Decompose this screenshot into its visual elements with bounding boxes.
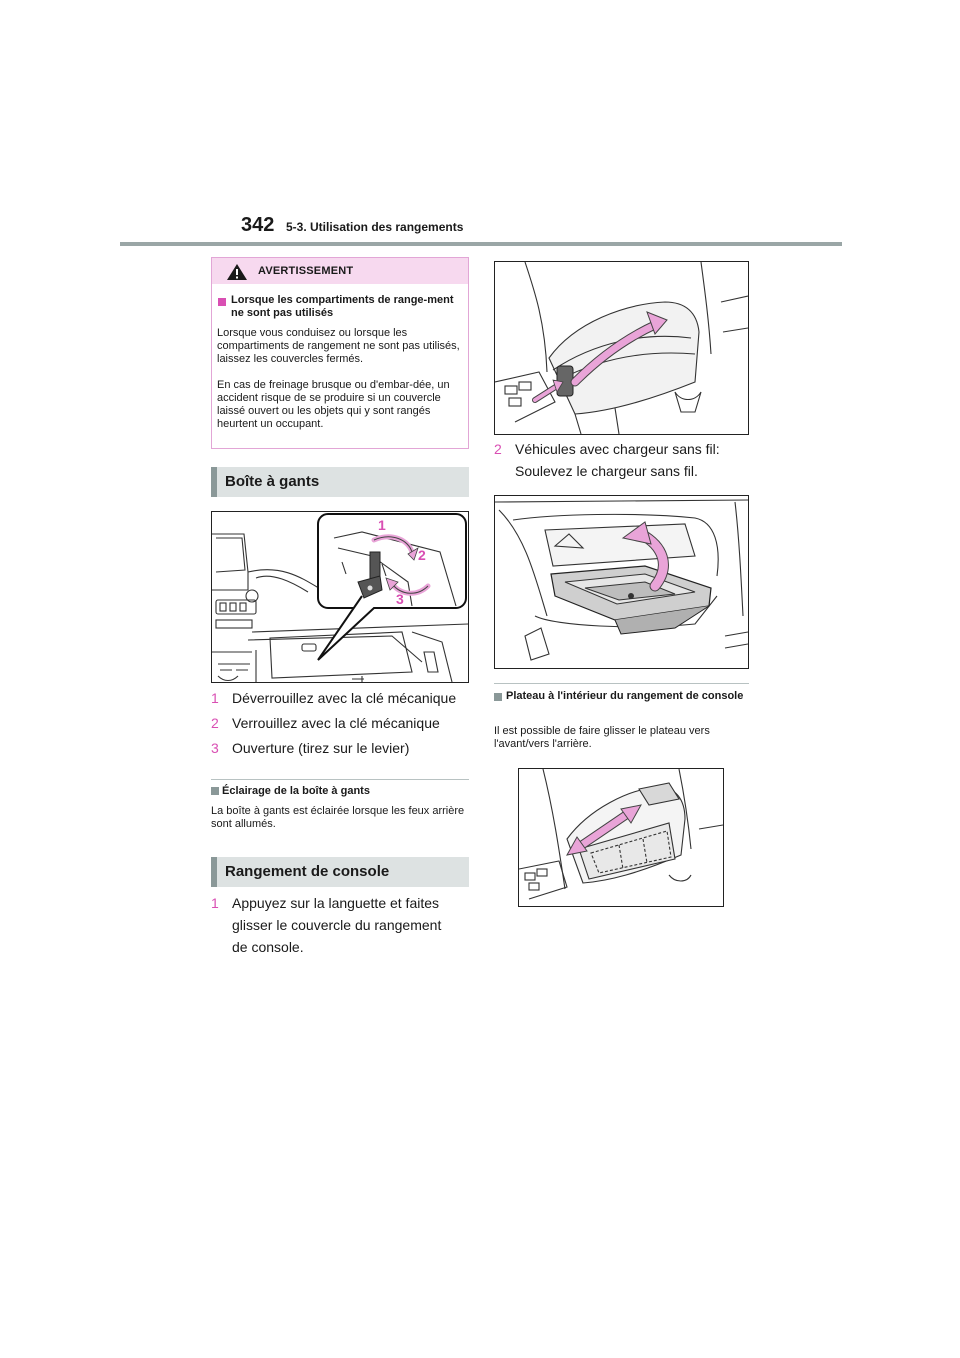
step-number: 1	[211, 690, 219, 706]
glovebox-step	[211, 715, 219, 733]
wireless-charger-illustration	[494, 495, 749, 669]
warning-box	[211, 257, 469, 449]
tray-heading: Plateau à l'intérieur du rangement de console	[506, 690, 744, 702]
callout-3: 3	[396, 591, 404, 607]
section-header-glovebox	[211, 467, 469, 497]
console-step1-line: glisser le couvercle du rangement	[232, 917, 442, 933]
section-header-console	[211, 857, 469, 887]
glovebox-step	[211, 690, 219, 708]
divider	[494, 683, 749, 684]
glovebox-step-text: Ouverture (tirez sur le levier)	[232, 740, 410, 756]
console-step1-line: Appuyez sur la languette et faites	[232, 895, 440, 911]
header-rule	[120, 242, 842, 246]
glovebox-drawing	[212, 512, 468, 682]
warning-triangle-icon	[226, 263, 248, 281]
section-accent	[211, 467, 217, 497]
bullet-square-icon	[218, 298, 226, 306]
warning-paragraph: En cas de freinage brusque ou d'embar-dée, un accident risque de se produire si un couvercle laissé ouvert ou les objets qui y sont rangés heurtent un occupant.	[217, 379, 450, 430]
glovebox-step-text: Verrouillez avec la clé mécanique	[232, 715, 440, 731]
section-title-console: Rangement de console	[225, 863, 390, 880]
warning-header	[212, 258, 468, 284]
lighting-text: La boîte à gants est éclairée lorsque les feux arrière sont allumés.	[211, 805, 465, 830]
warning-paragraph: Lorsque vous conduisez ou lorsque les compartiments de rangement ne sont pas utilisés, laissez les couvercles fermés.	[217, 327, 460, 365]
lighting-heading: Éclairage de la boîte à gants	[222, 785, 370, 797]
console-step2-line: Soulevez le chargeur sans fil.	[515, 463, 698, 479]
bullet-square-icon	[211, 787, 219, 795]
section-title: 5-3. Utilisation des rangements	[286, 220, 464, 234]
console-tray-illustration	[518, 768, 724, 907]
console-lid-drawing	[495, 262, 748, 434]
step-number: 1	[211, 895, 219, 911]
glovebox-step	[211, 740, 219, 758]
console-lid-illustration	[494, 261, 749, 435]
divider	[211, 779, 469, 780]
page-number: 342	[241, 214, 275, 236]
step-number: 2	[494, 441, 502, 457]
tray-text: Il est possible de faire glisser le plateau vers l'avant/vers l'arrière.	[494, 725, 710, 750]
step-number: 2	[211, 715, 219, 731]
section-accent	[211, 857, 217, 887]
warning-title: AVERTISSEMENT	[258, 265, 354, 277]
glovebox-illustration	[211, 511, 469, 683]
callout-1: 1	[378, 517, 386, 533]
console-tray-drawing	[519, 769, 723, 906]
callout-2: 2	[418, 547, 426, 563]
console-step2-line: Véhicules avec chargeur sans fil:	[515, 441, 720, 457]
step-number: 3	[211, 740, 219, 756]
warning-heading: Lorsque les compartiments de range-ment ne sont pas utilisés	[231, 294, 454, 319]
console-step1-line: de console.	[232, 939, 304, 955]
section-title-glovebox: Boîte à gants	[225, 473, 320, 490]
glovebox-step-text: Déverrouillez avec la clé mécanique	[232, 690, 457, 706]
wireless-charger-drawing	[495, 496, 748, 668]
bullet-square-icon	[494, 693, 502, 701]
